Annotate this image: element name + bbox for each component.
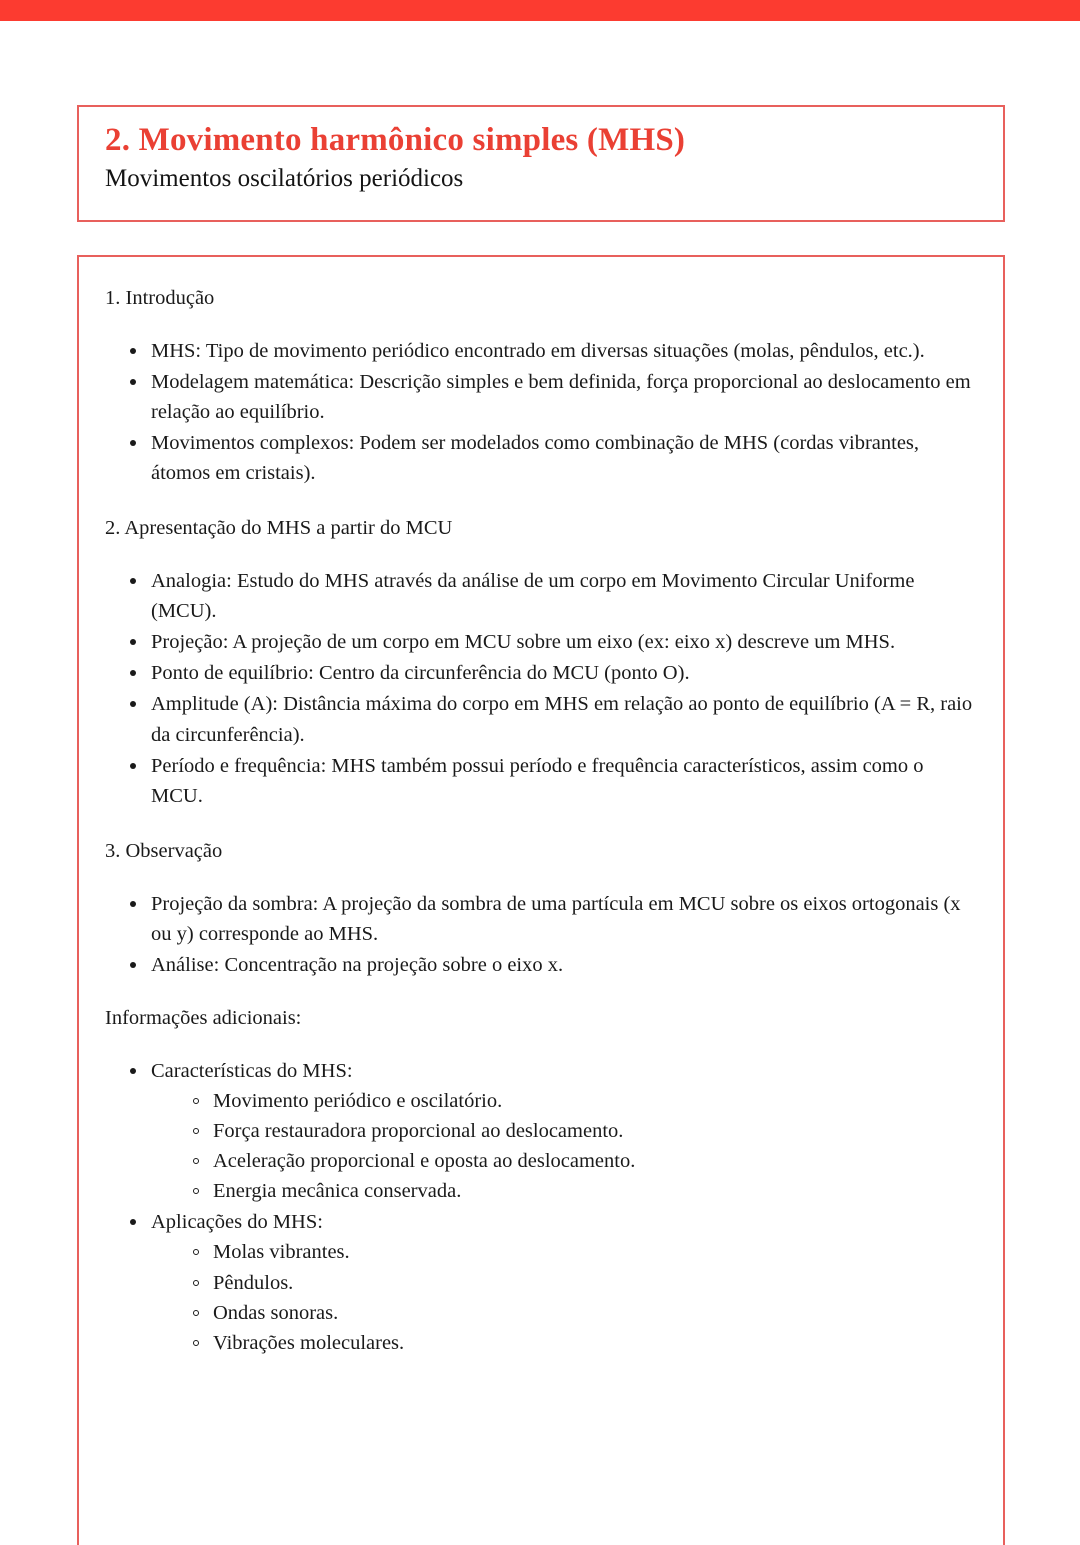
list-item [125, 950, 977, 980]
section-heading-3: 3. Observação [105, 839, 223, 862]
list-item-text: Ponto de equilíbrio: Centro da circunferência do MCU (ponto O). [151, 662, 690, 685]
page-subtitle: Movimentos oscilatórios periódicos [105, 164, 464, 192]
list-item [125, 336, 977, 366]
list-item [125, 1207, 977, 1358]
sub-list-item [189, 1328, 977, 1358]
content-card [77, 255, 1005, 1545]
list-item [125, 658, 977, 688]
list-item-text: Projeção da sombra: A projeção da sombra de uma partícula em MCU sobre os eixos ortogonais (x ou y) corresponde ao MHS. [151, 892, 961, 945]
sub-list-item-text: Pêndulos. [213, 1271, 294, 1294]
list-item [125, 566, 977, 626]
list-item-text: MHS: Tipo de movimento periódico encontrado em diversas situações (molas, pêndulos, etc.). [151, 339, 925, 362]
sub-list-item-text: Aceleração proporcional e oposta ao deslocamento. [213, 1150, 636, 1173]
section-2-bullet-list [125, 566, 977, 811]
spacer [105, 489, 977, 515]
characteristics-sublist [189, 1086, 977, 1207]
list-item-text: Análise: Concentração na projeção sobre o eixo x. [151, 953, 564, 976]
list-item-text: Movimentos complexos: Podem ser modelados como combinação de MHS (cordas vibrantes, átomos em cristais). [151, 432, 920, 485]
list-item-text: Modelagem matemática: Descrição simples e bem definida, força proporcional ao deslocamento em relação ao equilíbrio. [151, 370, 971, 423]
document-page [0, 21, 1080, 1528]
sub-list-item [189, 1146, 977, 1176]
section-3-bullet-list [125, 889, 977, 980]
spacer [105, 812, 977, 838]
title-card [77, 105, 1005, 222]
top-accent-bar [0, 0, 1080, 21]
list-item [125, 751, 977, 811]
list-item-text: Analogia: Estudo do MHS através da análise de um corpo em Movimento Circular Uniforme (MCU). [151, 569, 915, 623]
sub-list-item-text: Ondas sonoras. [213, 1301, 339, 1324]
list-item-text: Aplicações do MHS: [151, 1211, 323, 1234]
sub-list-item [189, 1086, 977, 1116]
section-1-bullet-list [125, 336, 977, 489]
list-item [125, 428, 977, 488]
list-item [125, 889, 977, 949]
sub-list-item-text: Força restauradora proporcional ao deslocamento. [213, 1119, 624, 1142]
sub-list-item-text: Energia mecânica conservada. [213, 1180, 462, 1203]
applications-sublist [189, 1237, 977, 1358]
additional-info-list [125, 1056, 977, 1358]
sub-list-item [189, 1268, 977, 1298]
section-heading-2: 2. Apresentação do MHS a partir do MCU [105, 517, 453, 540]
sub-list-item-text: Molas vibrantes. [213, 1241, 350, 1264]
list-item-text: Período e frequência: MHS também possui período e frequência característicos, assim como o MCU. [151, 754, 924, 807]
list-item-text: Características do MHS: [151, 1059, 353, 1082]
sub-list-item [189, 1116, 977, 1146]
sub-list-item [189, 1176, 977, 1206]
list-item [125, 367, 977, 427]
list-item [125, 1056, 977, 1207]
sub-list-item [189, 1298, 977, 1328]
list-item [125, 689, 977, 749]
sub-list-item-text: Movimento periódico e oscilatório. [213, 1089, 503, 1112]
page-title: 2. Movimento harmônico simples (MHS) [105, 122, 686, 158]
section-heading-1: 1. Introdução [105, 287, 215, 309]
spacer [105, 981, 977, 1005]
additional-info-heading: Informações adicionais: [105, 1007, 302, 1030]
list-item-text: Amplitude (A): Distância máxima do corpo em MHS em relação ao ponto de equilíbrio (A = R, raio da circunferência). [151, 693, 973, 746]
list-item-text: Projeção: A projeção de um corpo em MCU sobre um eixo (ex: eixo x) descreve um MHS. [151, 631, 896, 654]
list-item [125, 627, 977, 657]
sub-list-item [189, 1237, 977, 1267]
sub-list-item-text: Vibrações moleculares. [213, 1331, 405, 1354]
